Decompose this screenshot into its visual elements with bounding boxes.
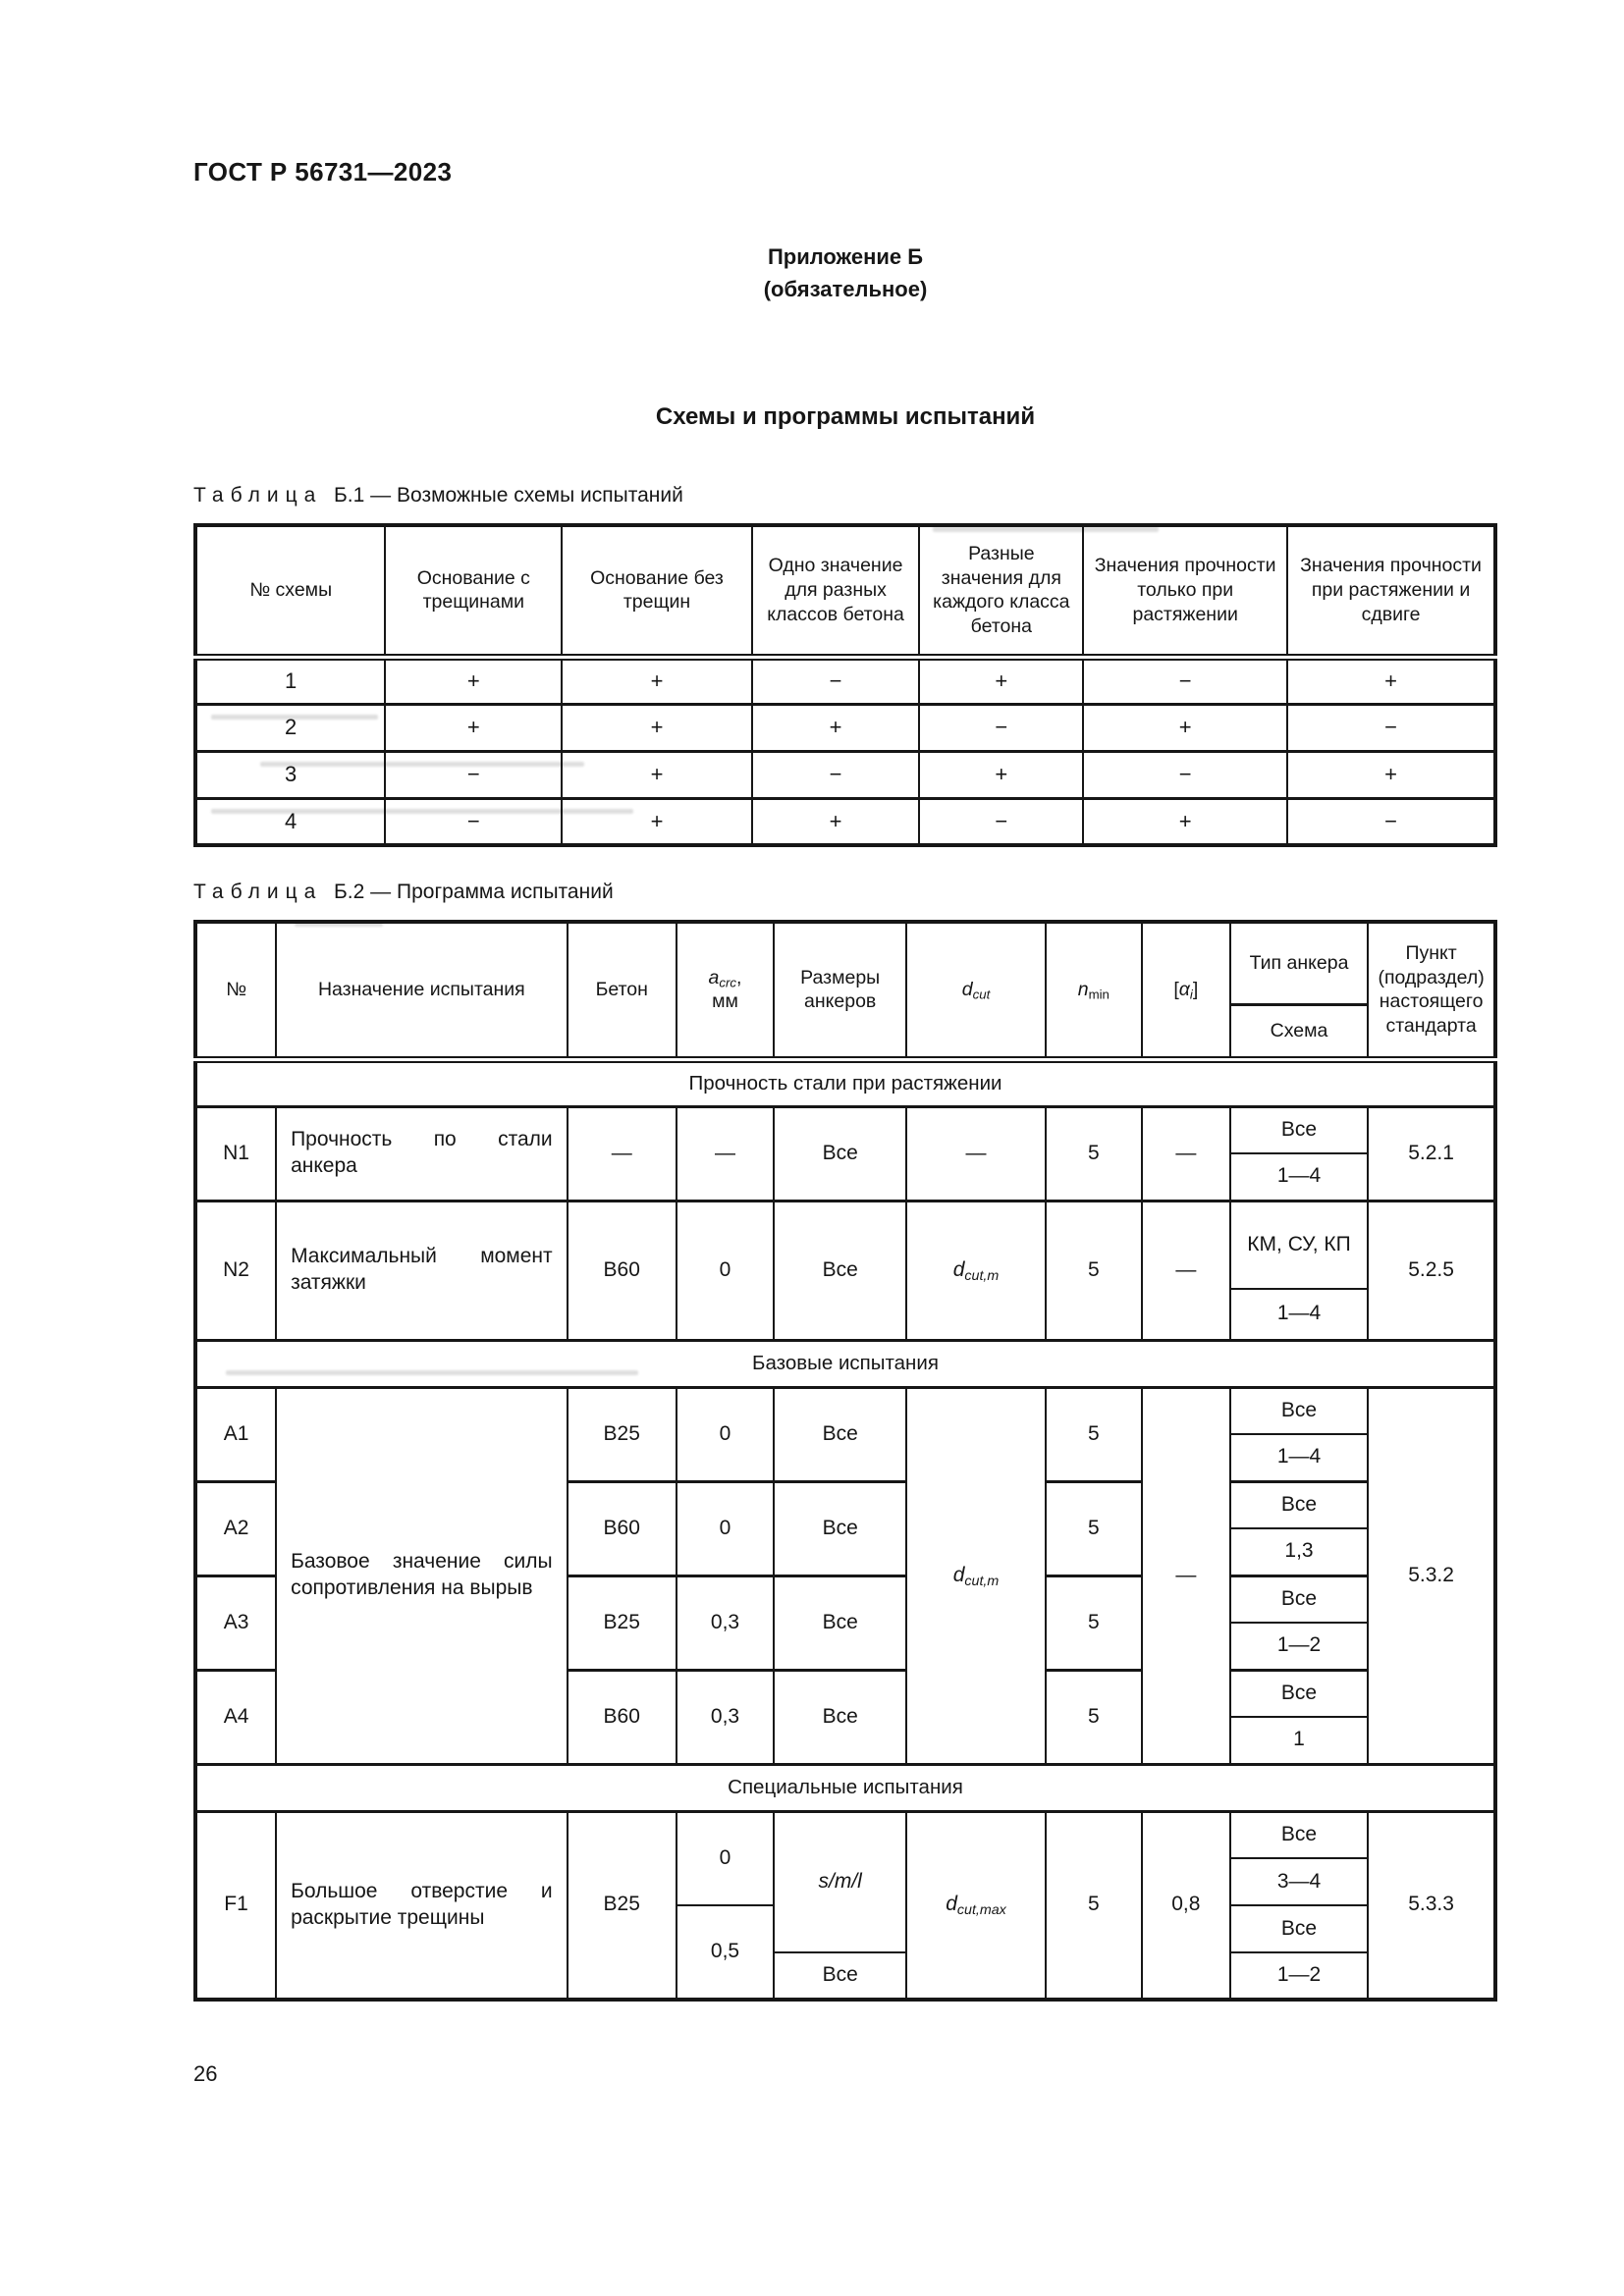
table-row: [195, 1811, 1495, 1858]
section-row: [195, 1764, 1495, 1811]
cell: 5: [1046, 1670, 1142, 1764]
col-header-dcut: [906, 922, 1046, 1059]
anchor-type-cell: Все: [1230, 1387, 1368, 1434]
cell: −: [1083, 751, 1287, 798]
anchor-type-cell: Все: [1230, 1670, 1368, 1717]
cell: 0: [677, 1387, 774, 1481]
symbol: d: [952, 1257, 965, 1281]
cell: +: [562, 751, 751, 798]
cell: −: [919, 798, 1083, 845]
caption-title: Возможные схемы испытаний: [397, 484, 683, 507]
col-header: Назначение испытания: [276, 922, 568, 1059]
cell: +: [919, 657, 1083, 704]
clause-cell: 5.2.5: [1368, 1201, 1495, 1340]
section-header: Специальные испытания: [195, 1764, 1495, 1811]
col-header: №: [195, 922, 276, 1059]
cell: +: [385, 657, 562, 704]
col-header: Основание без трещин: [562, 525, 751, 657]
cell: 4: [195, 798, 385, 845]
scheme-cell: 1—4: [1230, 1434, 1368, 1481]
section-row: [195, 1059, 1495, 1106]
symbol: d: [946, 1893, 957, 1916]
anchor-type-cell: КМ, СУ, КП: [1230, 1201, 1368, 1289]
anchor-type-cell: Все: [1230, 1811, 1368, 1858]
table-row: [195, 798, 1495, 845]
cell: −: [752, 751, 920, 798]
purpose-cell: Базовое значение силы сопротивления на вырыв: [276, 1387, 568, 1764]
col-header-acrc: [677, 922, 774, 1059]
cell: В25: [568, 1575, 677, 1670]
section-row: [195, 1340, 1495, 1387]
clause-cell: 5.2.1: [1368, 1106, 1495, 1201]
cell: +: [919, 751, 1083, 798]
cell: +: [562, 704, 751, 751]
cell: +: [1287, 751, 1495, 798]
symbol-sub: cut,m: [964, 1267, 1000, 1284]
symbol-sub: cut,m: [964, 1573, 1000, 1589]
symbol: d: [952, 1563, 965, 1586]
cell: +: [1287, 657, 1495, 704]
document-number: ГОСТ Р 56731—2023: [193, 157, 453, 187]
anchor-type-cell: Все: [1230, 1481, 1368, 1528]
symbol-sub: crc: [719, 975, 737, 990]
col-header: Бетон: [568, 922, 677, 1059]
cell: 1: [195, 657, 385, 704]
anchor-type-cell: Все: [1230, 1905, 1368, 1952]
table-b1-caption: [193, 484, 1497, 507]
page-number: 26: [193, 2061, 218, 2086]
col-header-nmin: [1046, 922, 1142, 1059]
col-header: Значения прочности только при растяжении: [1083, 525, 1287, 657]
cell: 5: [1046, 1575, 1142, 1670]
clause-cell: 5.3.2: [1368, 1387, 1495, 1764]
cell: 0: [677, 1201, 774, 1340]
cell: В60: [568, 1481, 677, 1575]
scheme-cell: 1—4: [1230, 1289, 1368, 1340]
cell: +: [752, 704, 920, 751]
cell: +: [562, 657, 751, 704]
cell: —: [677, 1106, 774, 1201]
row-id-cell: N2: [195, 1201, 276, 1340]
purpose-cell: Большое отверстие и раскрытие трещины: [276, 1811, 568, 2000]
cell: 5: [1046, 1106, 1142, 1201]
section-header: Прочность стали при растяжении: [195, 1059, 1495, 1106]
cell-dcutm: [906, 1387, 1046, 1764]
col-header: Тип анкера: [1230, 922, 1368, 1004]
cell: 0,5: [677, 1905, 774, 2000]
cell: 5: [1046, 1481, 1142, 1575]
cell: В25: [568, 1387, 677, 1481]
row-id-cell: F1: [195, 1811, 276, 2000]
cell: Все: [774, 1481, 906, 1575]
appendix-title: Приложение Б: [767, 244, 924, 269]
cell: 3: [195, 751, 385, 798]
caption-word: Таблица: [193, 484, 323, 507]
row-id-cell: A2: [195, 1481, 276, 1575]
caption-dash: —: [370, 484, 392, 507]
cell: 0,8: [1142, 1811, 1230, 2000]
section-header: Базовые испытания: [195, 1340, 1495, 1387]
purpose-cell: Прочность по стали анкера: [276, 1106, 568, 1201]
cell: 5: [1046, 1811, 1142, 2000]
appendix-note: (обязательное): [763, 277, 928, 301]
symbol-comma: ,: [736, 966, 742, 988]
bracket: [: [1173, 978, 1179, 1000]
cell: 0: [677, 1481, 774, 1575]
table-b1: [193, 523, 1497, 847]
purpose-cell: Максимальный момент затяжки: [276, 1201, 568, 1340]
table-b2: [193, 920, 1497, 2002]
caption-dash: —: [370, 881, 392, 903]
row-id-cell: N1: [195, 1106, 276, 1201]
appendix-heading: [193, 240, 1497, 305]
symbol-sub: cut: [972, 987, 991, 1002]
symbol: a: [708, 966, 720, 988]
clause-cell: 5.3.3: [1368, 1811, 1495, 2000]
symbol: α: [1178, 978, 1190, 1000]
scheme-cell: 1: [1230, 1717, 1368, 1764]
cell: —: [1142, 1106, 1230, 1201]
scheme-cell: 1—4: [1230, 1153, 1368, 1201]
cell: 2: [195, 704, 385, 751]
unit-label: мм: [712, 990, 738, 1013]
table-row: [195, 1106, 1495, 1153]
symbol-sub: min: [1088, 987, 1110, 1002]
bracket: ]: [1192, 978, 1199, 1000]
caption-number: Б.1: [334, 484, 365, 507]
cell: s/m/l: [774, 1811, 906, 1952]
col-header: Значения прочности при растяжении и сдвиге: [1287, 525, 1495, 657]
cell: +: [1083, 704, 1287, 751]
page-content: [193, 0, 1497, 2002]
cell: −: [752, 657, 920, 704]
anchor-type-cell: Все: [1230, 1575, 1368, 1623]
col-header: Основание с трещинами: [385, 525, 562, 657]
scheme-cell: 3—4: [1230, 1858, 1368, 1905]
symbol-sub: i: [1189, 987, 1193, 1002]
cell: +: [385, 704, 562, 751]
cell: −: [919, 704, 1083, 751]
table-row: [195, 1387, 1495, 1434]
table-row: [195, 704, 1495, 751]
cell: Все: [774, 1201, 906, 1340]
scheme-cell: 1—2: [1230, 1952, 1368, 2000]
caption-title: Программа испытаний: [397, 881, 614, 903]
cell: 0: [677, 1811, 774, 1905]
cell: —: [568, 1106, 677, 1201]
cell: 5: [1046, 1201, 1142, 1340]
cell: Все: [774, 1952, 906, 2000]
cell: −: [385, 751, 562, 798]
cell: —: [1142, 1201, 1230, 1340]
col-header-alpha: [1142, 922, 1230, 1059]
page-title: Схемы и программы испытаний: [655, 403, 1036, 430]
cell: 0,3: [677, 1670, 774, 1764]
col-header: Размеры анкеров: [774, 922, 906, 1059]
scheme-cell: 1—2: [1230, 1623, 1368, 1670]
symbol: n: [1077, 978, 1089, 1000]
cell-dcutmax: [906, 1811, 1046, 2000]
cell: Все: [774, 1106, 906, 1201]
col-header: Разные значения для каждого класса бетона: [919, 525, 1083, 657]
cell: +: [1083, 798, 1287, 845]
col-header: Схема: [1230, 1004, 1368, 1059]
cell: −: [385, 798, 562, 845]
row-id-cell: A3: [195, 1575, 276, 1670]
cell: −: [1287, 798, 1495, 845]
caption-word: Таблица: [193, 881, 323, 903]
col-header: Пункт (подраздел) настоящего стандарта: [1368, 922, 1495, 1059]
table-row: [195, 751, 1495, 798]
symbol-sub: cut,max: [956, 1902, 1006, 1919]
table-b2-caption: [193, 881, 1497, 904]
cell: —: [906, 1106, 1046, 1201]
cell: −: [1083, 657, 1287, 704]
scheme-cell: 1,3: [1230, 1528, 1368, 1575]
col-header: Одно значение для разных классов бетона: [752, 525, 920, 657]
cell: 5: [1046, 1387, 1142, 1481]
col-header: № схемы: [195, 525, 385, 657]
row-id-cell: A1: [195, 1387, 276, 1481]
cell: 0,3: [677, 1575, 774, 1670]
cell: Все: [774, 1670, 906, 1764]
caption-number: Б.2: [334, 881, 365, 903]
row-id-cell: A4: [195, 1670, 276, 1764]
cell: —: [1142, 1387, 1230, 1764]
table-row: [195, 657, 1495, 704]
cell: В60: [568, 1201, 677, 1340]
anchor-type-cell: Все: [1230, 1106, 1368, 1153]
table-row: [195, 1201, 1495, 1289]
cell: Все: [774, 1575, 906, 1670]
cell: В25: [568, 1811, 677, 2000]
cell-dcutm: [906, 1201, 1046, 1340]
symbol: d: [961, 978, 973, 1000]
cell: +: [562, 798, 751, 845]
cell: В60: [568, 1670, 677, 1764]
cell: Все: [774, 1387, 906, 1481]
cell: −: [1287, 704, 1495, 751]
cell: +: [752, 798, 920, 845]
